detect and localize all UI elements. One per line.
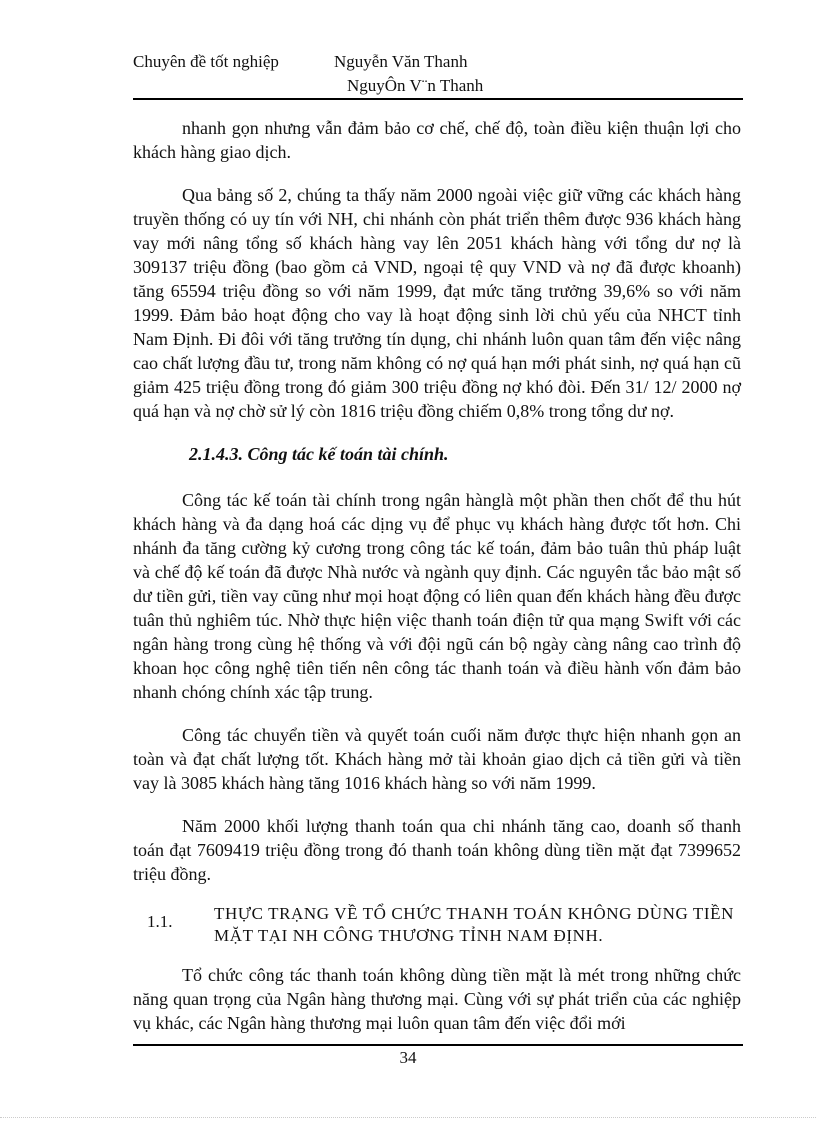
footer-rule [133,1044,743,1046]
subheading: 2.1.4.3. Công tác kế toán tài chính. [189,444,449,464]
paragraph-5: Năm 2000 khối lượng thanh toán qua chi nhánh tăng cao, doanh số thanh toán đạt 7609419 triệu đồng trong đó thanh toán không dùng tiền mặt đạt 7399652 triệu đồng. [133,816,741,884]
page-edge-divider [0,1117,816,1118]
section-title: THỰC TRẠNG VỀ TỔ CHỨC THANH TOÁN KHÔNG DÙNG TIỀN MẶT TẠI NH CÔNG THƯƠNG TỈNH NAM ĐỊNH. [214,904,735,945]
header-author-alt: NguyÔn V¨n Thanh [347,76,484,95]
paragraph-2: Qua bảng số 2, chúng ta thấy năm 2000 ngoài việc giữ vững các khách hàng truyền thống có uy tín với NH, chi nhánh còn phát triển thêm được 936 khách hàng vay mới nâng tổng số khách hàng vay lên 2051 khách hàng với tổng dư nợ là 309137 triệu đồng (bao gồm cả VND, ngoại tệ quy VND và nợ đã được khoanh) tăng 65594 triệu đồng so với năm 1999, đạt mức tăng trưởng 39,6% so với năm 1999. Đảm bảo hoạt động cho vay là hoạt động sinh lời chủ yếu của NHCT tỉnh Nam Định. Đi đôi với tăng trưởng tín dụng, chi nhánh luôn quan tâm đến việc nâng cao chất lượng đầu tư, trong năm không có nợ quá hạn mới phát sinh, nợ quá hạn cũ giảm 425 triệu đồng trong đó giảm 300 triệu đồng nợ khó đòi. Đến 31/ 12/ 2000 nợ quá hạn và nợ chờ sử lý còn 1816 triệu đồng chiếm 0,8% trong tổng dư nợ. [133,185,741,421]
paragraph-3: Công tác kế toán tài chính trong ngân hànglà một phần then chốt để thu hút khách hàng và đa dạng hoá các dịng vụ để phục vụ khách hàng được tốt hơn. Chi nhánh đa tăng cường kỷ cương trong công tác kế toán, đảm bảo tuân thủ pháp luật và chế độ kế toán đã được Nhà nước và ngành quy định. Các nguyên tắc bảo mật số dư tiền gửi, tiền vay cũng như mọi hoạt động có liên quan đến khách hàng đều được tuân thủ nghiêm túc. Nhờ thực hiện việc thanh toán điện tử qua mạng Swift với các ngân hàng trong cùng hệ thống và với đội ngũ cán bộ ngày càng nâng cao trình độ khoan học công nghệ tiên tiến nên công tác thanh toán và điều hành vốn đảm bảo nhanh chóng chính xác tập trung. [133,490,741,702]
page-body [133,116,741,1054]
header-rule [133,98,743,100]
page-number: 34 [399,1048,417,1067]
paragraph-1: nhanh gọn nhưng vẫn đảm bảo cơ chế, chế độ, toàn điều kiện thuận lợi cho khách hàng giao dịch. [133,118,741,162]
section-heading [133,903,741,947]
paragraph-4: Công tác chuyển tiền và quyết toán cuối năm được thực hiện nhanh gọn an toàn và đạt chất lượng tốt. Khách hàng mở tài khoản giao dịch cả tiền gửi và tiền vay là 3085 khách hàng tăng 1016 khách hàng so với năm 1999. [133,725,741,793]
header-document-type: Chuyên đề tốt nghiệp [133,52,279,71]
paragraph-6: Tổ chức công tác thanh toán không dùng tiền mặt là mét trong những chức năng quan trọng của Ngân hàng thương mại. Cùng với sự phát triển của các nghiệp vụ khác, các Ngân hàng thương mại luôn quan tâm đến việc đổi mới [133,965,741,1033]
page-header [133,52,743,100]
section-number: 1.1. [147,912,173,931]
header-author: Nguyễn Văn Thanh [334,52,468,71]
